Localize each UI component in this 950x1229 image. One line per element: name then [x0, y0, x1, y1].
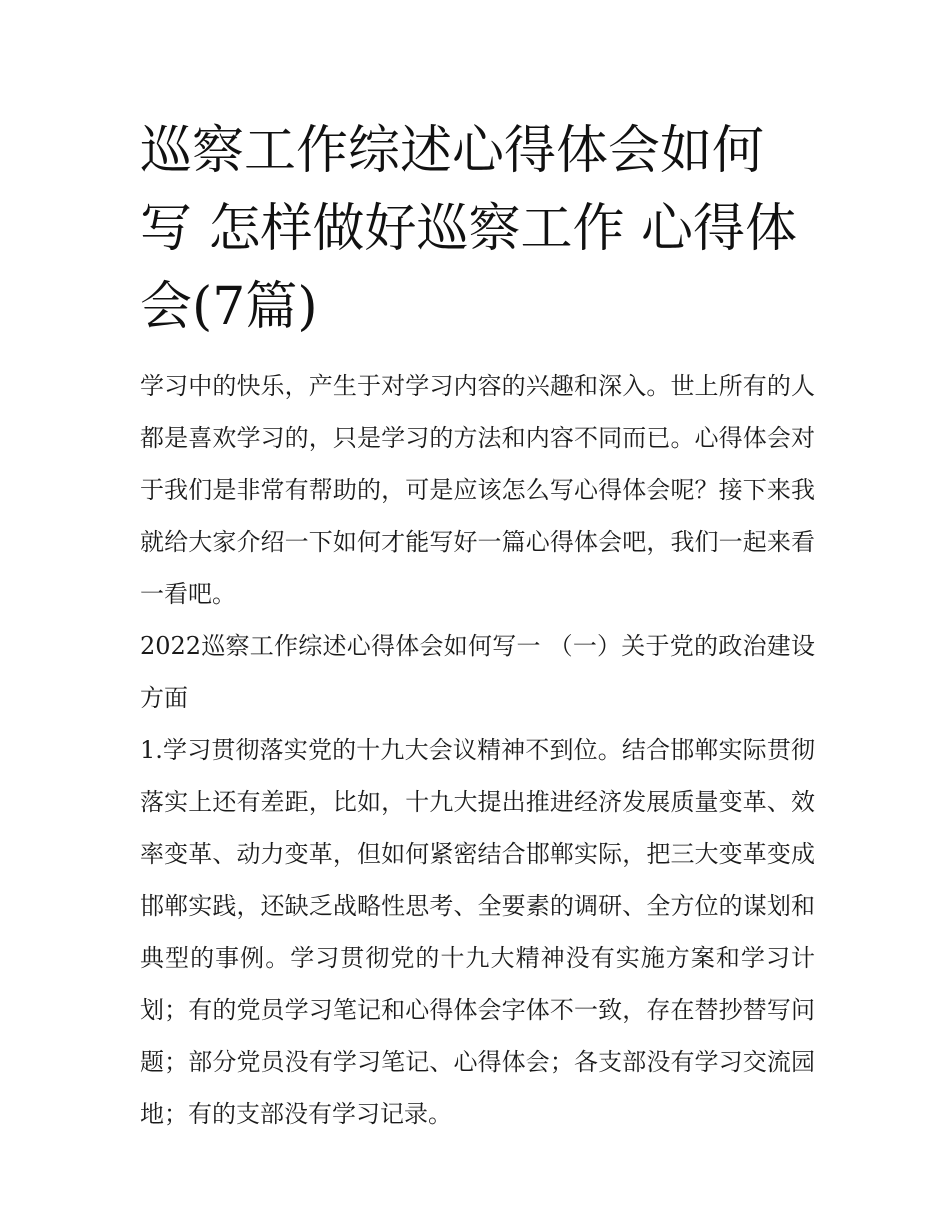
point-one-paragraph: 1.学习贯彻落实党的十九大会议精神不到位。结合邯郸实际贯彻落实上还有差距，比如，十九大提出推进经济发展质量变革、效率变革、动力变革，但如何紧密结合邯郸实际，把三大变革变成邯郸实践，还缺乏战略性思考、全要素的调研、全方位的谋划和典型的事例。学习贯彻党的十九大精神没有实施方案和学习计划；有的党员学习笔记和心得体会字体不一致，存在替抄替写问题；部分党员没有学习笔记、心得体会；各支部没有学习交流园地；有的支部没有学习记录。	[140, 736, 815, 1128]
document-body	[140, 112, 815, 1140]
document-title: 巡察工作综述心得体会如何写 怎样做好巡察工作 心得体会(7篇)	[140, 121, 798, 337]
section-heading-paragraph: 2022巡察工作综述心得体会如何写一 （一）关于党的政治建设方面	[140, 632, 815, 712]
intro-paragraph: 学习中的快乐，产生于对学习内容的兴趣和深入。世上所有的人都是喜欢学习的，只是学习的方法和内容不同而已。心得体会对于我们是非常有帮助的，可是应该怎么写心得体会呢？接下来我就给大家介绍一下如何才能写好一篇心得体会吧，我们一起来看一看吧。	[140, 372, 815, 608]
